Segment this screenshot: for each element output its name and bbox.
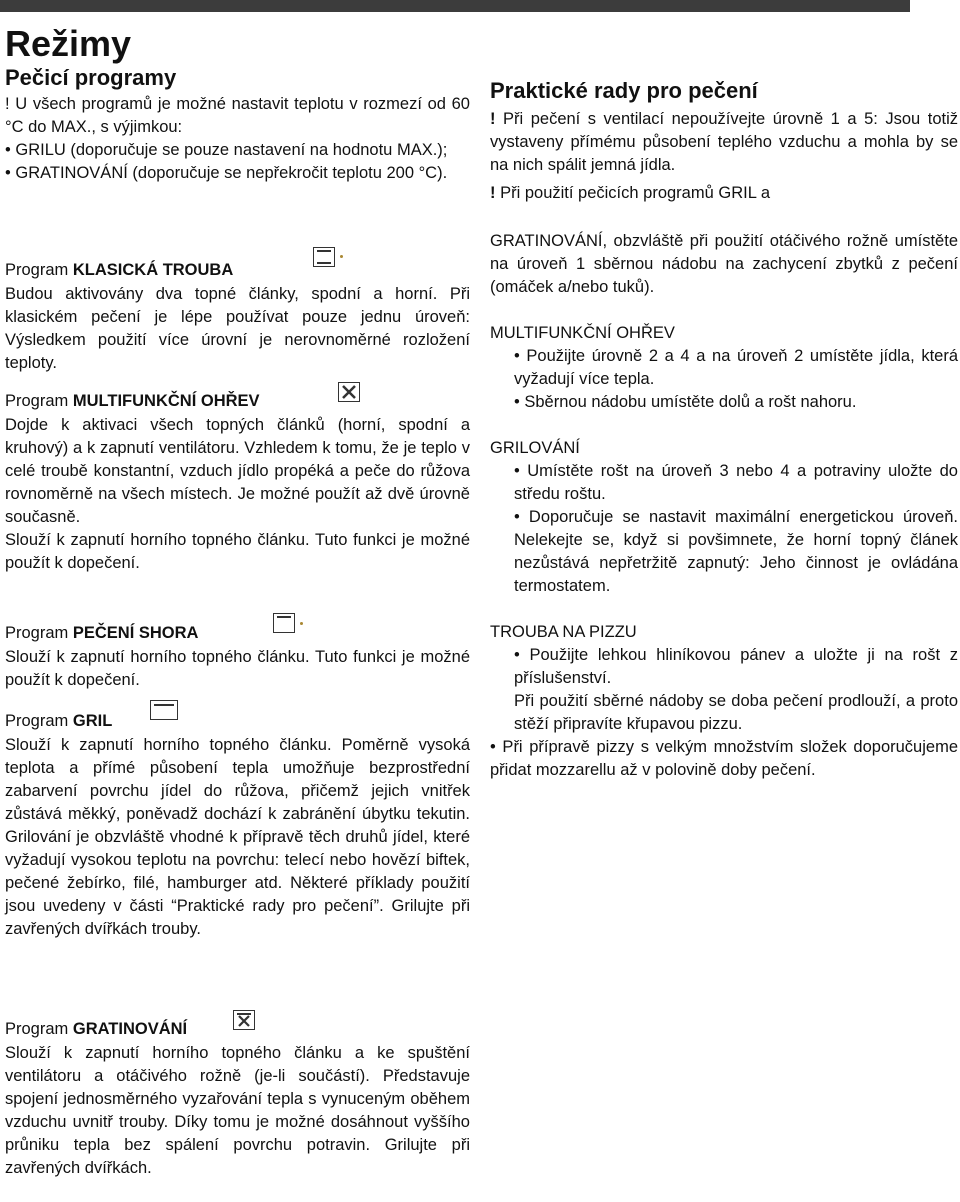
list-item: • Použijte úrovně 2 a 4 a na úroveň 2 umístěte jídla, která vyžadují více tepla. xyxy=(514,347,958,388)
section-title-practical-tips: Praktické rady pro pečení xyxy=(490,78,758,103)
top-heat-icon xyxy=(273,613,295,633)
program-name-gratin: GRATINOVÁNÍ xyxy=(72,1020,188,1038)
list-item: • Doporučuje se nastavit maximální energetickou úroveň. Nelekejte se, když si povšimnete, že horní topný článek nezůstává nepřetržitě zapnutý: Jeho činnost je ovládána termostatem. xyxy=(514,508,958,595)
program-heading-top-heat: Program PEČENÍ SHORA xyxy=(5,624,199,642)
list-item: • Sběrnou nádobu umístěte dolů a rošt nahoru. xyxy=(514,393,857,411)
warning-ventilation: ! Při pečení s ventilací nepoužívejte úrovně 1 a 5: Jsou totiž vystaveny přímému působení teplého vzduchu a mohla by se na nich spálit jemná jídla. xyxy=(490,110,958,174)
intro-item-gril: • GRILU (doporučuje se pouze nastavení na hodnotu MAX.); xyxy=(5,141,448,159)
program-text-classic: Budou aktivovány dva topné články, spodní a horní. Při klasickém pečení je lépe používat pouze jednu úroveň: Výsledkem použití více úrovní je nerovnoměrné rozložení teploty. xyxy=(5,285,470,372)
list-item: Při použití sběrné nádoby se doba pečení prodlouží, a proto stěží připravíte křupavou pizzu. xyxy=(514,692,958,733)
program-heading-multifunction: Program MULTIFUNKČNÍ OHŘEV xyxy=(5,392,260,410)
warning-grill: ! Při použití pečicích programů GRIL a xyxy=(490,184,771,202)
section-title-baking-programs: Pečicí programy xyxy=(5,65,177,90)
program-heading-grill: Program GRIL xyxy=(5,712,113,730)
program-text-top-heat: Slouží k zapnutí horního topného článku. Tuto funkci je možné použít k dopečení. xyxy=(5,648,470,689)
list-item: • Umístěte rošt na úroveň 3 nebo 4 a potraviny uložte do středu roštu. xyxy=(514,462,958,503)
program-text-gratin: Slouží k zapnutí horního topného článku a ke spuštění ventilátoru a otáčivého rožně (je-li součástí). Představuje spojení jednosměrného vyzařování tepla s vynuceným oběhem vzduchu uvnitř trouby. Díky tomu je možné dosáhnout vyššího průniku tepla bez spálení povrchu potravin. Grilujte při zavřených dvířkách. xyxy=(5,1044,470,1177)
tips-pizza xyxy=(490,621,958,782)
program-name-multifunction: MULTIFUNKČNÍ OHŘEV xyxy=(72,392,260,410)
program-heading-gratin: Program GRATINOVÁNÍ xyxy=(5,1020,188,1038)
program-heading-classic: Program KLASICKÁ TROUBA xyxy=(5,261,234,279)
tips-heading-grilling: GRILOVÁNÍ xyxy=(490,439,580,457)
tips-multifunction xyxy=(490,322,958,414)
intro-block xyxy=(5,93,470,185)
gratin-tip: GRATINOVÁNÍ, obzvláště při použití otáčivého rožně umístěte na úroveň 1 sběrnou nádobu na zachycení zbytků z pečení (omáček a/nebo tuků). xyxy=(490,232,958,296)
program-text-multifunction: Dojde k aktivaci všech topných článků (horní, spodní a kruhový) a k zapnutí ventilátoru. Vzhledem k tomu, že je teplo v celé troubě konstantní, vzduch jídlo propéká a peče do růžova rovnoměrně na všech místech. Je možné použít až dvě úrovně současně. Slouží k zapnutí horního topného článku. Tuto funkci je možné použít k dopečení. xyxy=(5,414,470,575)
icon-indicator-dot xyxy=(300,622,303,625)
program-name-top-heat: PEČENÍ SHORA xyxy=(72,624,199,642)
program-name-classic: KLASICKÁ TROUBA xyxy=(72,261,234,279)
intro-warning: ! U všech programů je možné nastavit teplotu v rozmezí od 60 °C do MAX., s výjimkou: xyxy=(5,95,470,136)
tips-heading-pizza: TROUBA NA PIZZU xyxy=(490,623,637,641)
icon-indicator-dot xyxy=(340,255,343,258)
program-text-grill: Slouží k zapnutí horního topného článku. Poměrně vysoká teplota a přímé působení tepla umožňuje bezprostřední zabarvení povrchu jídel do růžova, přičemž jejich vnitřek zůstává měkký, poněvadž dochází k zabránění úbytku tekutin. Grilování je obzvláště vhodné k přípravě těch druhů jídel, které vyžadují vysokou teplotu na povrchu: telecí nebo hovězí biftek, pečené žebírko, filé, hamburger atd. Některé příklady použití jsou uvedeny v části “Praktické rady pro pečení”. Grilujte při zavřených dvířkách trouby. xyxy=(5,736,470,938)
list-item: • Použijte lehkou hliníkovou pánev a uložte ji na rošt z příslušenství. xyxy=(514,646,958,687)
grill-icon xyxy=(150,700,178,720)
program-name-grill: GRIL xyxy=(72,712,113,730)
gratin-fan-icon xyxy=(233,1010,255,1030)
page-title: Režimy xyxy=(5,23,132,64)
program-text-multifunction-2: Slouží k zapnutí horního topného článku. Tuto funkci je možné použít k dopečení. xyxy=(5,531,470,572)
fan-icon xyxy=(338,382,360,402)
top-bar xyxy=(0,0,910,12)
oven-top-bottom-icon xyxy=(313,247,335,267)
tips-grilling xyxy=(490,437,958,598)
tips-heading-multifunction: MULTIFUNKČNÍ OHŘEV xyxy=(490,324,675,342)
list-item: • Při přípravě pizzy s velkým množstvím složek doporučujeme přidat mozzarellu až v polovině doby pečení. xyxy=(490,738,958,779)
intro-item-gratin: • GRATINOVÁNÍ (doporučuje se nepřekročit teplotu 200 °C). xyxy=(5,164,448,182)
